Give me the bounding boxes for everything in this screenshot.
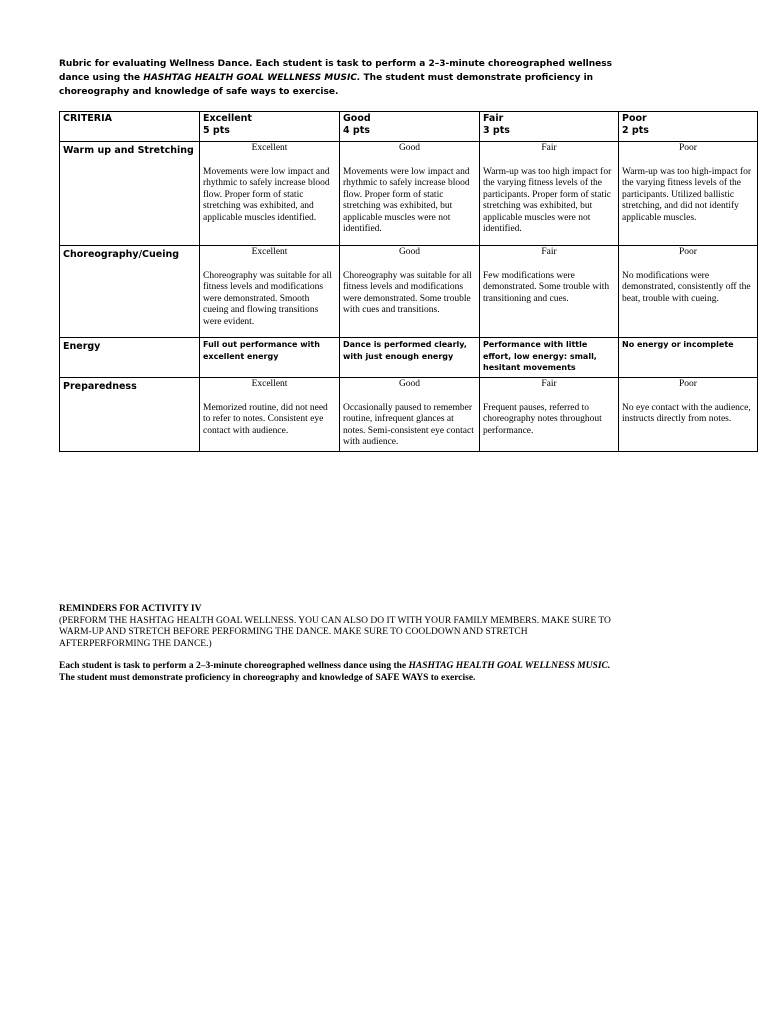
cell-level: Poor (679, 143, 697, 153)
rubric-cell (340, 378, 480, 452)
cell-level: Excellent (251, 379, 288, 389)
cell-level: Excellent (251, 247, 288, 257)
intro-text-a: Rubric for evaluating Wellness Dance. Each student is task to perform a 2–3-minute choreographed wellness dance using the (59, 59, 612, 83)
cell-description: Choreography was suitable for all fitness levels and modifications were demonstrated. Smooth cueing and flowing transitions were evident. (203, 270, 332, 327)
reminders-body: (PERFORM THE HASHTAG HEALTH GOAL WELLNESS. YOU CAN ALSO DO IT WITH YOUR FAMILY MEMBERS. MAKE SURE TO WARM-UP AND STRETCH BEFORE PERFORMING THE DANCE. MAKE SURE TO COOLDOWN AND STRETCH AFTERPERFORMING THE DANCE.) (59, 615, 611, 649)
task-music-title: HASHTAG HEALTH GOAL WELLNESS MUSIC. (408, 661, 611, 671)
cell-level: Good (398, 247, 421, 257)
cell-description: No modifications were demonstrated, consistently off the beat, trouble with cueing. (622, 270, 751, 304)
rubric-intro (59, 57, 619, 99)
level-points: 5 pts (203, 124, 230, 136)
rubric-row-choreography (60, 246, 758, 338)
level-name: Excellent (203, 113, 252, 124)
rubric-cell (619, 246, 758, 338)
rubric-cell (480, 246, 619, 338)
level-name: Fair (483, 113, 504, 124)
level-name: Good (343, 113, 371, 124)
rubric-header-row (60, 112, 758, 142)
cell-level: Good (398, 143, 421, 153)
intro-text-b: The student must demonstrate proficiency in choreography and knowledge of safe ways to exercise. (59, 73, 594, 97)
cell-description: Frequent pauses, referred to choreography notes throughout performance. (483, 402, 602, 436)
level-header-poor (619, 112, 758, 142)
rubric-row-energy (60, 338, 758, 378)
rubric-cell (200, 246, 340, 338)
rubric-table (59, 111, 758, 452)
intro-music-title: HASHTAG HEALTH GOAL WELLNESS MUSIC. (143, 73, 361, 83)
cell-level: Good (398, 379, 421, 389)
rubric-cell (200, 378, 340, 452)
level-header-good (340, 112, 480, 142)
rubric-cell (480, 378, 619, 452)
cell-description: Few modifications were demonstrated. Some trouble with transitioning and cues. (483, 270, 610, 304)
criterion-label: Preparedness (60, 378, 200, 452)
reminders-section (59, 604, 619, 684)
cell-description: Memorized routine, did not need to refer to notes. Consistent eye contact with audience. (203, 402, 328, 436)
level-name: Poor (622, 113, 647, 124)
rubric-cell (340, 246, 480, 338)
level-header-excellent (200, 112, 340, 142)
rubric-cell: Dance is performed clearly, with just enough energy (340, 338, 480, 378)
rubric-cell (619, 142, 758, 246)
cell-description: Choreography was suitable for all fitness levels and modifications were demonstrated. Some trouble with cues and transitions. (343, 270, 472, 315)
criterion-label: Choreography/Cueing (60, 246, 200, 338)
rubric-row-preparedness (60, 378, 758, 452)
rubric-cell (619, 378, 758, 452)
criteria-header-label: CRITERIA (63, 113, 112, 124)
level-points: 2 pts (622, 124, 649, 136)
rubric-cell (480, 142, 619, 246)
cell-description: Movements were low impact and rhythmic to safely increase blood flow. Proper form of static stretching was exhibited, but applicable muscles were not identified. (343, 166, 470, 234)
cell-description: Warm-up was too high impact for the varying fitness levels of the participants. Proper form of static stretching was exhibited, but applicable muscles were not identified. (483, 166, 612, 234)
level-header-fair (480, 112, 619, 142)
task-text-a: Each student is task to perform a 2–3-minute choreographed wellness dance using the (59, 661, 409, 671)
cell-description: Movements were low impact and rhythmic to safely increase blood flow. Proper form of static stretching was exhibited, and applicable muscles identified. (203, 166, 330, 223)
cell-description: No eye contact with the audience, instructs directly from notes. (622, 402, 751, 424)
criterion-label: Energy (60, 338, 200, 378)
cell-level: Fair (541, 247, 557, 257)
criterion-label: Warm up and Stretching (60, 142, 200, 246)
task-text-b: The student must demonstrate proficiency in choreography and knowledge of SAFE WAYS to exercise. (59, 672, 476, 683)
cell-level: Poor (679, 379, 697, 389)
cell-description: Warm-up was too high-impact for the varying fitness levels of the participants. Utilized ballistic stretching, and did not identify applicable muscles. (622, 166, 752, 223)
cell-level: Fair (541, 379, 557, 389)
cell-description: Occasionally paused to remember routine, infrequent glances at notes. Semi-consistent eye contact with audience. (343, 402, 474, 447)
criteria-header (60, 112, 200, 142)
reminders-title: REMINDERS FOR ACTIVITY IV (59, 604, 202, 614)
rubric-cell (200, 142, 340, 246)
rubric-row-warmup (60, 142, 758, 246)
cell-level: Fair (541, 143, 557, 153)
cell-level: Excellent (251, 143, 288, 153)
rubric-cell (340, 142, 480, 246)
level-points: 4 pts (343, 124, 370, 136)
rubric-cell: No energy or incomplete (619, 338, 758, 378)
reminders-task (59, 661, 619, 684)
rubric-cell: Performance with little effort, low energy: small, hesitant movements (480, 338, 619, 378)
rubric-cell: Full out performance with excellent energy (200, 338, 340, 378)
level-points: 3 pts (483, 124, 510, 136)
cell-level: Poor (679, 247, 697, 257)
